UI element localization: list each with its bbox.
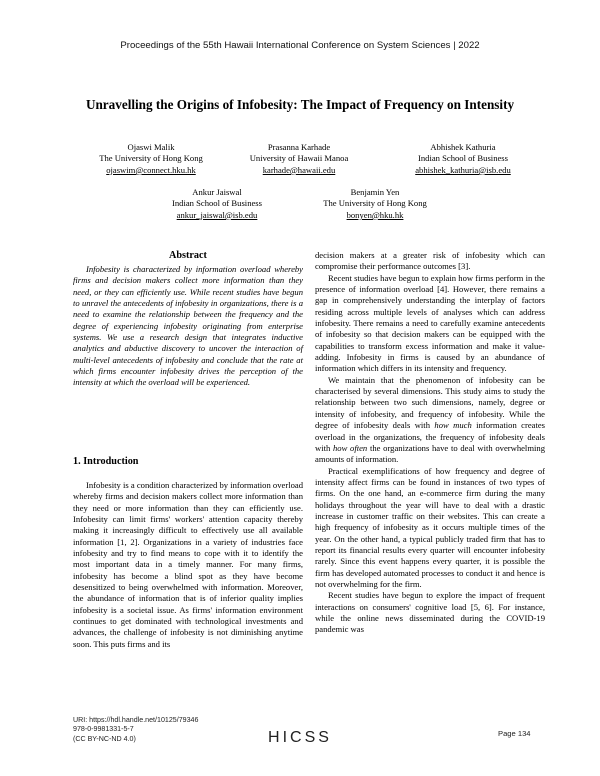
text-run: the organizations have to deal with overwhelming amounts of information.	[315, 442, 545, 465]
author-name: Abhishek Kathuria	[430, 142, 496, 152]
paragraph: Recent studies have begun to explain how firms perform in the presence of information overload [4]. However, there remains a gap in comprehensively understanding the interplay of factors residing across multiple levels of analyses which can address infobesity. There remains a need to carefully examine antecedents of infobesity so that decision makers can be equipped with the capabilities to transform excess information and make it value-adding. Infobesity in firms is caused by an abundance of information which differs in its intensity and frequency.	[315, 272, 545, 374]
paragraph: decision makers at a greater risk of infobesity which can compromise their performance outcomes [3].	[315, 250, 545, 272]
emphasis-text: how often	[333, 442, 368, 453]
author-name: Benjamin Yen	[350, 187, 400, 197]
text-run: information creates overload in the organizations, the frequency of infobesity deals with	[315, 420, 546, 453]
author-email-link[interactable]: abhishek_kathuria@isb.edu	[415, 164, 511, 175]
right-column	[315, 250, 545, 636]
emphasis-text: how much	[434, 420, 472, 431]
footer-isbn: 978-0-9981331-5-7	[73, 725, 134, 734]
page-number: Page 134	[498, 729, 531, 738]
author-email-link[interactable]: karhade@hawaii.edu	[262, 164, 336, 175]
author-affiliation: The University of Hong Kong	[99, 153, 203, 164]
running-head: Proceedings of the 55th Hawaii International Conference on System Sciences | 2022	[120, 40, 480, 51]
footer-license: (CC BY-NC-ND 4.0)	[73, 734, 136, 743]
author-block	[204, 142, 394, 176]
author-name: Ojaswi Malik	[127, 142, 175, 152]
paragraph: Infobesity is a condition characterized by information overload whereby firms and decision makers collect more information than they need or more information than they can efficiently use. Infobesity can limit firms' workers' attention capacity thereby making it increasingly difficult to effectively use all available information [1, 2]. Organizations in a variety of industries face infobesity and try to find means to cope with it to identify the most important data in a timely manner. For many firms, infobesity has become a blind spot as they have become desensitized to being overwhelmed with information. Moreover, the abundance of information that is of inferior quality implies infobesity is a societal issue. As firms' information environment continues to get dominated with technological investments and advances, the challenge of infobesity is not diminishing anytime soon. This puts firms and its	[73, 480, 303, 649]
footer-metadata	[73, 716, 198, 744]
section-heading-introduction: 1. Introduction	[73, 456, 139, 467]
author-email-link[interactable]: ojaswim@connect.hku.hk	[106, 164, 196, 175]
paragraph	[315, 375, 545, 466]
author-affiliation: The University of Hong Kong	[323, 198, 427, 209]
author-affiliation: University of Hawaii Manoa	[249, 153, 349, 164]
footer-uri-link[interactable]: URI: https://hdl.handle.net/10125/79346	[73, 716, 199, 724]
abstract-text: Infobesity is characterized by information overload whereby firms and decision makers collect more information than they need, or they can efficiently use. While recent studies have begun to unravel the antecedents of infobesity in organizations, there is a need to examine the relationship between the frequency and the degree of experiencing infobesity originating from enterprise systems. We use a research design that integrates inductive analytics and abductive discovery to uncover the interaction of multi-level antecedents of infobesity and conclude that the rate at which firms encounter infobesity drives the perception of the intensity at which the overload will be experienced.	[73, 264, 303, 388]
paragraph: Practical exemplifications of how frequency and degree of intensity affect firms can be found in instances of two types of firms. On the one hand, an e-commerce firm during the many holidays throughout the year will have to deal with a drastic increase in customer traffic on their websites. This can create a high frequency of infobesity as it occurs multiple times of the year. On the other hand, a typical publicly traded firm that has to report its financial results every quarter will encounter infobesity rarely. Since this event happens every quarter, it is possible the firm has developed automated processes to conduct it and hence is not overwhelming for the firm.	[315, 465, 545, 589]
author-block	[368, 142, 558, 176]
paper-title: Unravelling the Origins of Infobesity: The Impact of Frequency on Intensity	[85, 97, 515, 112]
author-name: Prasanna Karhade	[267, 142, 331, 152]
author-affiliation: Indian School of Business	[418, 153, 508, 164]
author-email-link[interactable]: ankur_jaiswal@isb.edu	[176, 209, 258, 220]
author-name: Ankur Jaiswal	[192, 187, 242, 197]
author-block	[280, 187, 470, 221]
author-email-link[interactable]: bonyen@hku.hk	[346, 209, 404, 220]
abstract-body	[73, 264, 303, 389]
abstract-heading: Abstract	[169, 250, 207, 261]
hicss-logo	[262, 726, 338, 746]
paragraph: Recent studies have begun to explore the impact of frequent interactions on consumers' cognitive load [5, 6]. For instance, while the online news disseminated during the COVID-19 pandemic was	[315, 590, 545, 635]
hicss-logo-text: HICSS	[268, 729, 332, 746]
introduction-body	[73, 480, 303, 650]
author-affiliation: Indian School of Business	[172, 198, 262, 209]
text-run: We maintain that the phenomenon of infobesity can be characterised by several dimensions. This study aims to study the relationship between two such dimensions, namely, degree or intensity of infobesity, and frequency of infobesity. While the degree of infobesity deals with	[315, 374, 545, 431]
